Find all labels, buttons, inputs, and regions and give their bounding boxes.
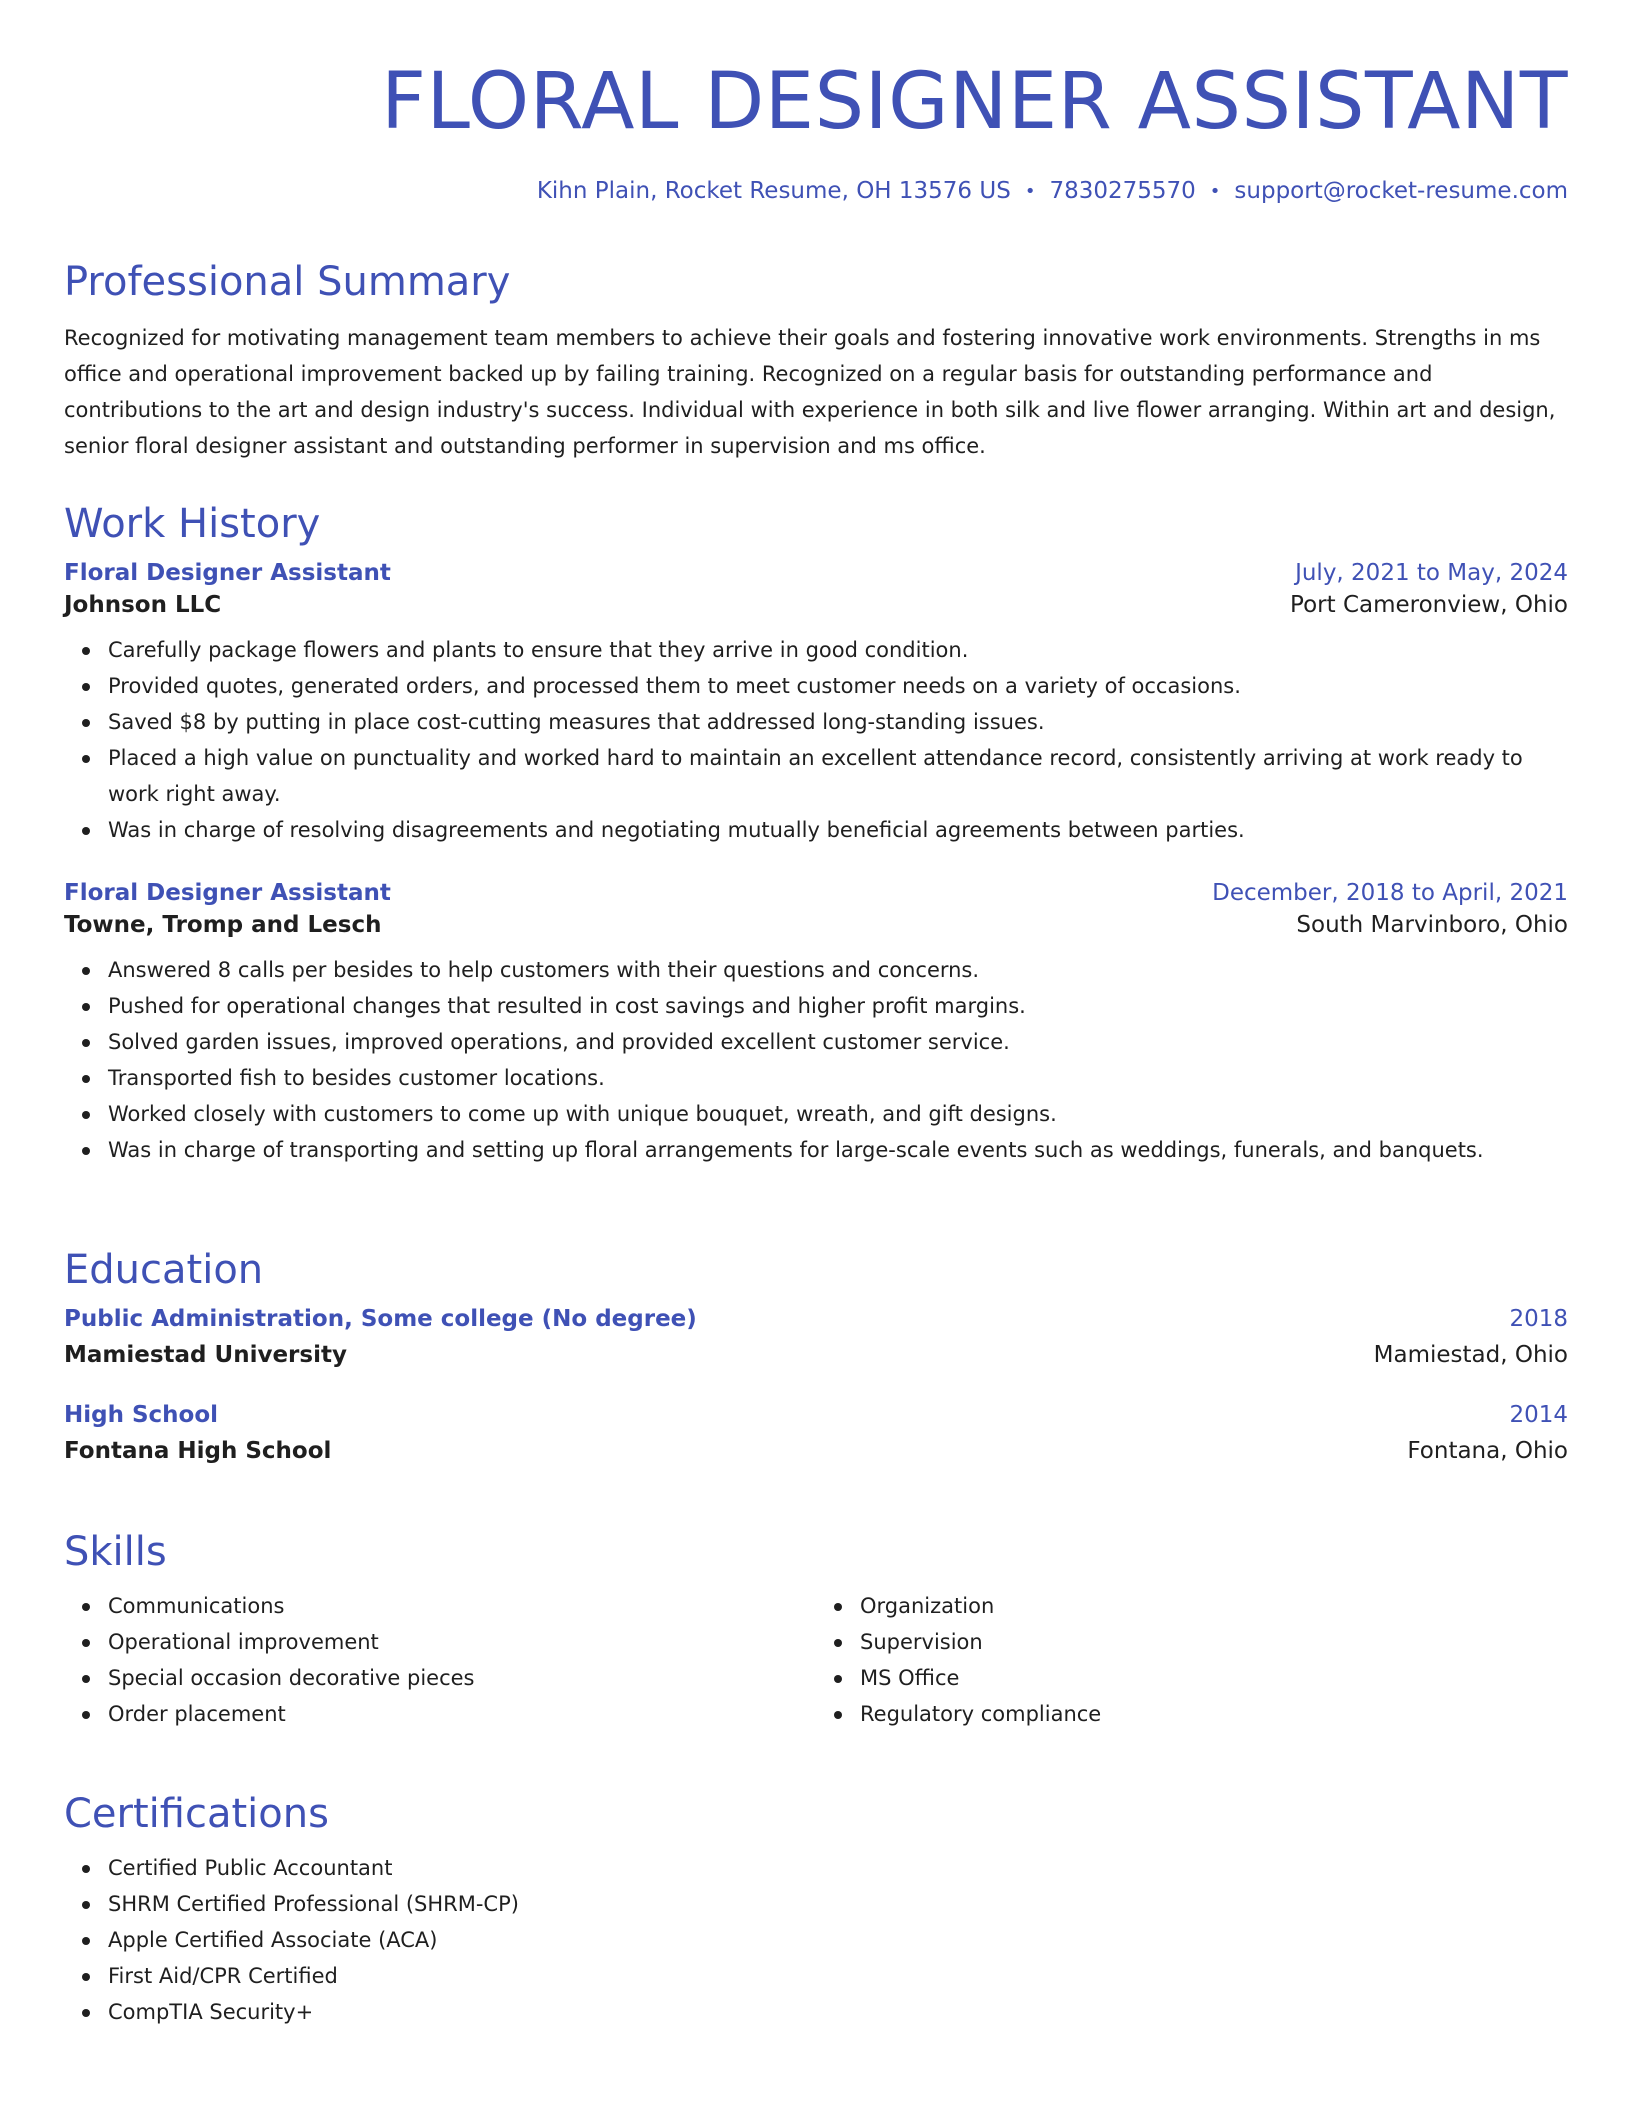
job-bullet: Answered 8 calls per besides to help customers with their questions and concerns.	[108, 952, 1568, 988]
work-history-title: Work History	[64, 501, 321, 547]
summary-line: contributions to the art and design industry's success. Individual with experience in both silk and live flower arranging. Within art and design,	[64, 398, 1556, 422]
job-bullet: Was in charge of resolving disagreements and negotiating mutually beneficial agreements between parties.	[108, 812, 1568, 848]
skill-item: Regulatory compliance	[860, 1696, 1568, 1732]
job-entry	[64, 880, 1568, 1168]
skills-title: Skills	[64, 1529, 167, 1575]
job-bullet: Solved garden issues, improved operations, and provided excellent customer service.	[108, 1024, 1568, 1060]
skills-columns	[64, 1588, 1568, 1732]
certifications-section	[64, 1790, 1568, 2030]
job-header-row	[64, 880, 1568, 906]
job-location: South Marvinboro, Ohio	[1296, 912, 1568, 938]
summary-body	[64, 320, 1568, 464]
job-dates: December, 2018 to April, 2021	[1212, 880, 1568, 906]
summary-line: senior floral designer assistant and outstanding performer in supervision and ms office.	[64, 434, 986, 458]
certifications-list	[64, 1850, 1568, 2030]
education-location: Mamiestad, Ohio	[1373, 1342, 1568, 1368]
work-history-section	[64, 500, 1568, 1168]
education-school-row	[64, 1438, 1568, 1464]
job-bullet: Saved $8 by putting in place cost-cutting measures that addressed long-standing issues.	[108, 704, 1568, 740]
job-bullets	[64, 952, 1568, 1168]
job-bullet: Pushed for operational changes that resulted in cost savings and higher profit margins.	[108, 988, 1568, 1024]
skill-item: Special occasion decorative pieces	[108, 1660, 816, 1696]
certification-item: CompTIA Security+	[108, 1994, 1568, 2030]
skills-section	[64, 1528, 1568, 1732]
job-header-row	[64, 560, 1568, 586]
summary-section	[64, 258, 1568, 464]
job-bullet-line: work right away.	[108, 782, 281, 806]
certification-item: SHRM Certified Professional (SHRM-CP)	[108, 1886, 1568, 1922]
contact-address: Kihn Plain, Rocket Resume, OH 13576 US	[536, 178, 1011, 204]
job-bullet: Carefully package flowers and plants to ensure that they arrive in good condition.	[108, 632, 1568, 668]
skill-item: MS Office	[860, 1660, 1568, 1696]
education-entry	[64, 1402, 1568, 1464]
education-title: Education	[64, 1247, 264, 1293]
skills-list-left	[64, 1588, 816, 1732]
education-degree: Public Administration, Some college (No degree)	[64, 1306, 697, 1332]
contact-line	[537, 178, 1568, 204]
education-school: Mamiestad University	[64, 1342, 347, 1368]
summary-title: Professional Summary	[64, 259, 511, 305]
education-header-row	[64, 1306, 1568, 1332]
job-dates: July, 2021 to May, 2024	[1295, 560, 1568, 586]
education-year: 2018	[1509, 1306, 1568, 1332]
job-bullet: Transported fish to besides customer locations.	[108, 1060, 1568, 1096]
education-entry	[64, 1306, 1568, 1368]
education-school-row	[64, 1342, 1568, 1368]
contact-separator: •	[1209, 181, 1221, 202]
job-employer: Towne, Tromp and Lesch	[64, 912, 382, 938]
job-title: Floral Designer Assistant	[64, 560, 391, 586]
skill-item: Operational improvement	[108, 1624, 816, 1660]
contact-email[interactable]: support@rocket-resume.com	[1234, 178, 1568, 204]
job-bullet: Provided quotes, generated orders, and processed them to meet customer needs on a variety of occasions.	[108, 668, 1568, 704]
education-degree: High School	[64, 1402, 219, 1428]
education-school: Fontana High School	[64, 1438, 332, 1464]
summary-line: office and operational improvement backed up by failing training. Recognized on a regular basis for outstanding performance and	[64, 362, 1433, 386]
job-bullet-line: Placed a high value on punctuality and worked hard to maintain an excellent attendance record, consistently arriving at work ready to	[108, 746, 1523, 770]
job-bullets	[64, 632, 1568, 848]
candidate-name: FLORAL DESIGNER ASSISTANT	[381, 57, 1568, 147]
skill-item: Order placement	[108, 1696, 816, 1732]
skill-item: Supervision	[860, 1624, 1568, 1660]
job-entry	[64, 560, 1568, 848]
job-employer-row	[64, 592, 1568, 618]
certifications-title: Certifications	[64, 1791, 329, 1837]
certification-item: First Aid/CPR Certified	[108, 1958, 1568, 1994]
job-employer: Johnson LLC	[64, 592, 222, 618]
contact-separator: •	[1024, 181, 1036, 202]
education-section	[64, 1246, 1568, 1464]
skills-list-right	[816, 1588, 1568, 1732]
job-bullet: Worked closely with customers to come up with unique bouquet, wreath, and gift designs.	[108, 1096, 1568, 1132]
skill-item: Organization	[860, 1588, 1568, 1624]
job-employer-row	[64, 912, 1568, 938]
skill-item: Communications	[108, 1588, 816, 1624]
job-bullet	[108, 740, 1568, 812]
summary-line: Recognized for motivating management team members to achieve their goals and fostering innovative work environments. Strengths in ms	[64, 326, 1541, 350]
certification-item: Certified Public Accountant	[108, 1850, 1568, 1886]
contact-phone: 7830275570	[1049, 178, 1196, 204]
job-bullet: Was in charge of transporting and setting up floral arrangements for large-scale events such as weddings, funerals, and banquets.	[108, 1132, 1568, 1168]
education-location: Fontana, Ohio	[1407, 1438, 1568, 1464]
job-location: Port Cameronview, Ohio	[1290, 592, 1568, 618]
education-header-row	[64, 1402, 1568, 1428]
education-year: 2014	[1509, 1402, 1568, 1428]
certification-item: Apple Certified Associate (ACA)	[108, 1922, 1568, 1958]
job-title: Floral Designer Assistant	[64, 880, 391, 906]
